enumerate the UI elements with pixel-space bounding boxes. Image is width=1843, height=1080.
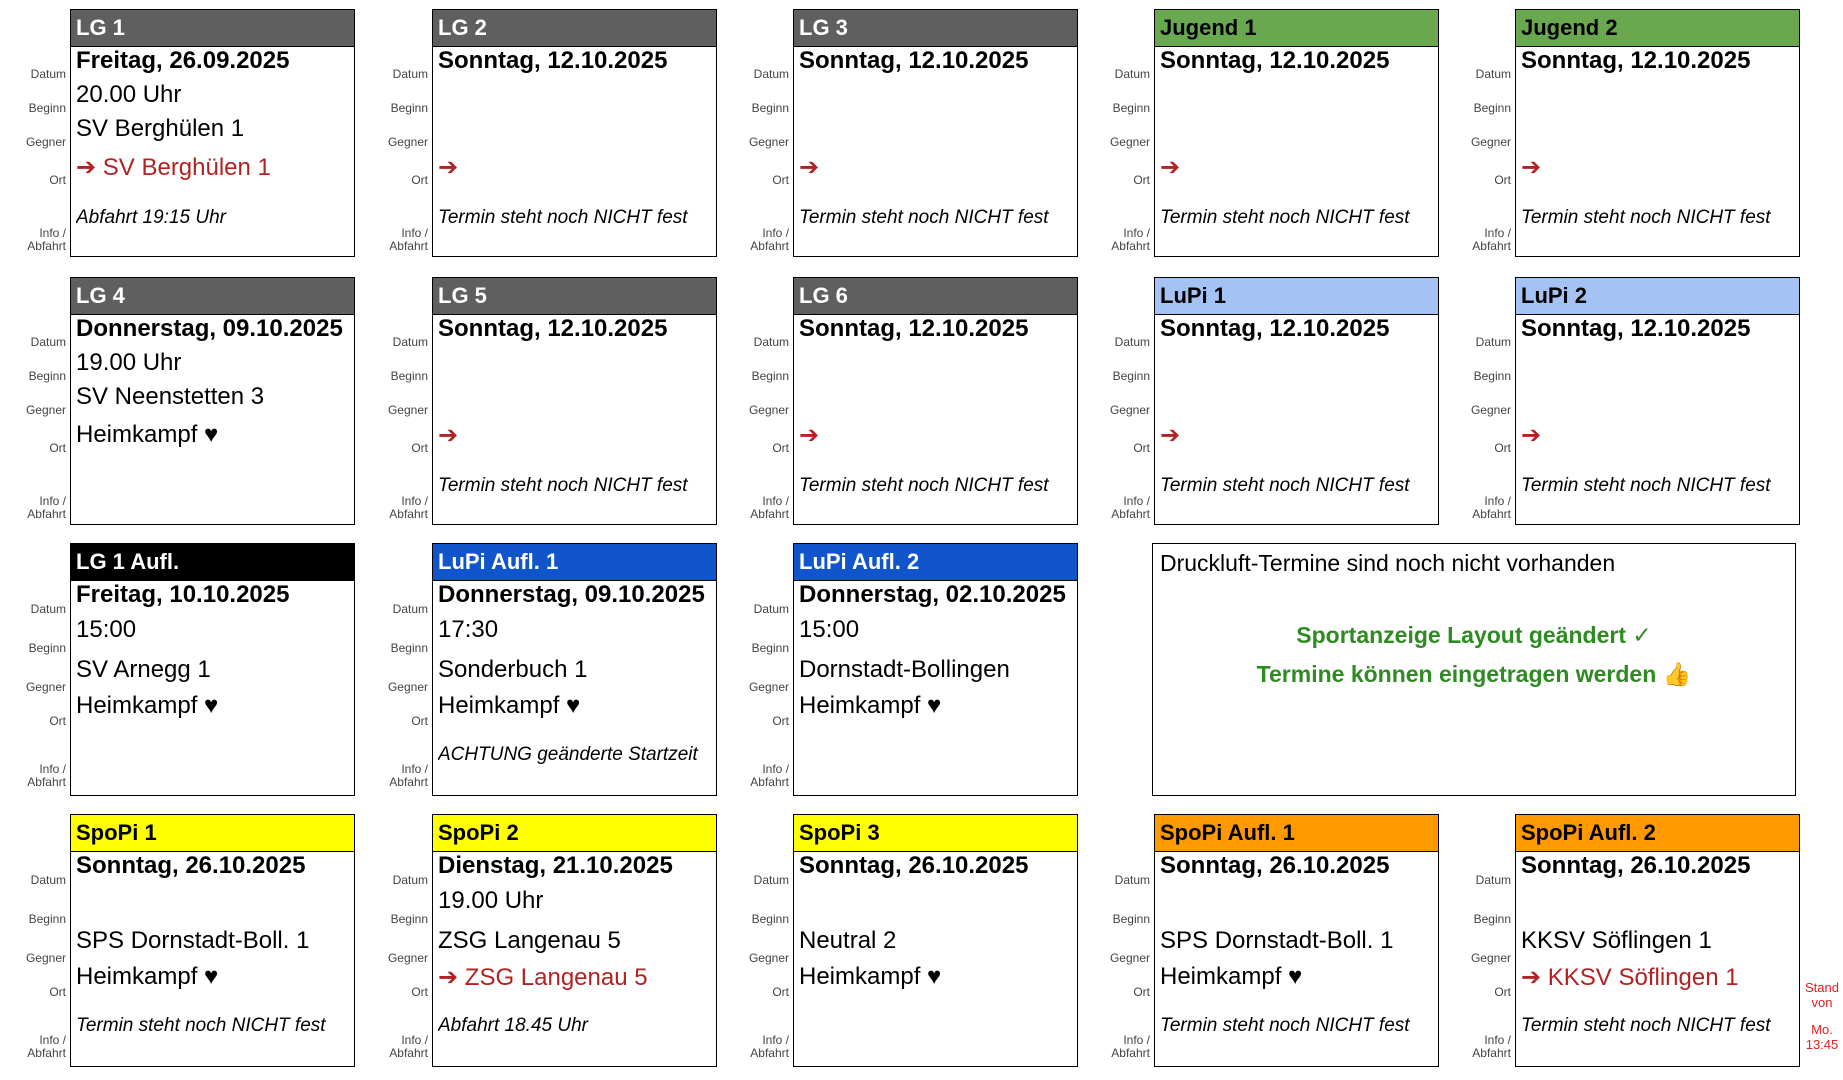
datum-label: Datum [392,67,428,81]
beginn-label: Beginn [751,101,789,115]
gegner-label: Gegner [748,951,789,965]
team-header: LuPi Aufl. 2 [794,544,1077,581]
team-card [432,9,717,257]
datum-label: Datum [1475,335,1511,349]
info-label: Info / [762,226,789,240]
datum-label: Datum [392,335,428,349]
ort-label: Ort [49,173,66,187]
team-card [793,814,1078,1067]
gegner-label: Gegner [748,403,789,417]
match-location: ➔ [1521,422,1542,449]
info-label: Info / [762,762,789,776]
match-time: 17:30 [438,616,499,643]
team-header: LuPi 1 [1155,278,1438,315]
gegner-label: Gegner [1109,951,1150,965]
team-header: LuPi Aufl. 1 [433,544,716,581]
ort-label: Ort [49,714,66,728]
info-label: Info / [401,494,428,508]
beginn-label: Beginn [28,912,66,926]
team-cell [1086,277,1441,525]
match-date: Donnerstag, 09.10.2025 [438,581,705,608]
ort-label: Ort [411,985,428,999]
datum-label: Datum [1114,67,1150,81]
datum-label: Datum [30,335,66,349]
info-label: Info / [401,762,428,776]
stand-day: Mo. [1811,1022,1833,1037]
beginn-label: Beginn [390,641,428,655]
match-info: Termin steht noch NICHT fest [1521,1015,1771,1036]
last-updated-stamp [1802,980,1842,1052]
gegner-label: Gegner [1109,135,1150,149]
team-cell [2,9,357,257]
datum-label: Datum [1475,67,1511,81]
team-cell [364,9,719,257]
notice-line-2: Sportanzeige Layout geändert ✓ [1296,622,1652,648]
match-location: Heimkampf ♥ [799,963,942,990]
match-opponent: SV Neenstetten 3 [76,383,265,410]
team-cell [364,543,719,796]
match-info: Termin steht noch NICHT fest [1521,475,1771,496]
match-date: Dienstag, 21.10.2025 [438,852,673,879]
match-date: Freitag, 10.10.2025 [76,581,290,608]
ort-label: Ort [411,714,428,728]
row-labels [364,9,430,257]
ort-label: Ort [1133,985,1150,999]
notice-line-1: Druckluft-Termine sind noch nicht vorhanden [1160,550,1616,576]
match-date: Sonntag, 12.10.2025 [1521,47,1751,74]
match-location: ➔ [1521,154,1542,181]
match-date: Donnerstag, 09.10.2025 [76,315,343,342]
team-card [70,543,355,796]
datum-label: Datum [1114,335,1150,349]
match-location: ➔ [799,154,820,181]
team-card [1515,9,1800,257]
match-info: Termin steht noch NICHT fest [76,1015,326,1036]
team-header: SpoPi Aufl. 2 [1516,815,1799,852]
match-date: Sonntag, 12.10.2025 [438,47,668,74]
row-labels [2,277,68,525]
ort-label: Ort [772,441,789,455]
notice-box [1152,543,1796,796]
row-labels [725,9,791,257]
abfahrt-label: Abfahrt [750,507,789,521]
team-card [70,277,355,525]
match-time: 15:00 [799,616,860,643]
abfahrt-label: Abfahrt [389,239,428,253]
team-card [1154,9,1439,257]
row-labels [1086,814,1152,1067]
team-card [793,9,1078,257]
match-date: Sonntag, 12.10.2025 [1160,315,1390,342]
team-header: LG 1 [71,10,354,47]
datum-label: Datum [753,67,789,81]
match-date: Sonntag, 26.10.2025 [1521,852,1751,879]
abfahrt-label: Abfahrt [389,507,428,521]
match-opponent: SV Arnegg 1 [76,656,211,683]
beginn-label: Beginn [1473,369,1511,383]
row-labels [2,9,68,257]
match-location: Heimkampf ♥ [438,692,581,719]
notice-line-3: Termine können eingetragen werden 👍 [1256,661,1692,687]
ort-label: Ort [772,714,789,728]
match-location: ➔ [438,422,459,449]
gegner-label: Gegner [387,951,428,965]
beginn-label: Beginn [28,641,66,655]
match-location: ➔ [438,154,459,181]
team-cell [364,814,719,1067]
gegner-label: Gegner [1470,135,1511,149]
ort-label: Ort [1494,173,1511,187]
abfahrt-label: Abfahrt [1111,239,1150,253]
row-labels [1447,9,1513,257]
team-header: LG 1 Aufl. [71,544,354,581]
team-header: LG 4 [71,278,354,315]
gegner-label: Gegner [1470,951,1511,965]
match-info: Termin steht noch NICHT fest [1521,207,1771,228]
info-label: Info / [401,1033,428,1047]
beginn-label: Beginn [751,912,789,926]
match-opponent: ZSG Langenau 5 [438,927,621,954]
match-location: ➔ [799,422,820,449]
team-header: SpoPi 3 [794,815,1077,852]
team-card [70,9,355,257]
beginn-label: Beginn [1112,912,1150,926]
datum-label: Datum [753,873,789,887]
beginn-label: Beginn [390,369,428,383]
beginn-label: Beginn [751,641,789,655]
datum-label: Datum [753,335,789,349]
team-header: LG 6 [794,278,1077,315]
abfahrt-label: Abfahrt [1111,1046,1150,1060]
ort-label: Ort [1133,441,1150,455]
match-info: ACHTUNG geänderte Startzeit [438,744,698,765]
match-date: Sonntag, 12.10.2025 [438,315,668,342]
abfahrt-label: Abfahrt [750,1046,789,1060]
team-header: LG 5 [433,278,716,315]
team-header: SpoPi 1 [71,815,354,852]
stand-label: Stand [1805,980,1839,995]
team-header: SpoPi Aufl. 1 [1155,815,1438,852]
match-info: Termin steht noch NICHT fest [438,475,688,496]
ort-label: Ort [1494,985,1511,999]
team-cell [1447,277,1802,525]
match-date: Sonntag, 12.10.2025 [1160,47,1390,74]
beginn-label: Beginn [1112,101,1150,115]
team-card [793,277,1078,525]
abfahrt-label: Abfahrt [27,1046,66,1060]
gegner-label: Gegner [25,403,66,417]
stand-time: 13:45 [1805,1037,1839,1052]
info-label: Info / [1123,226,1150,240]
team-cell [725,9,1080,257]
match-location: Heimkampf ♥ [799,692,942,719]
team-cell [2,277,357,525]
info-label: Info / [39,1033,66,1047]
datum-label: Datum [30,67,66,81]
row-labels [364,814,430,1067]
gegner-label: Gegner [748,680,789,694]
match-date: Sonntag, 12.10.2025 [799,47,1029,74]
beginn-label: Beginn [751,369,789,383]
match-date: Donnerstag, 02.10.2025 [799,581,1066,608]
match-info: Termin steht noch NICHT fest [1160,1015,1410,1036]
team-cell [1086,9,1441,257]
beginn-label: Beginn [390,912,428,926]
ort-label: Ort [1494,441,1511,455]
gegner-label: Gegner [387,680,428,694]
match-location: ➔ ZSG Langenau 5 [438,964,648,991]
abfahrt-label: Abfahrt [1111,507,1150,521]
match-location: ➔ [1160,154,1181,181]
beginn-label: Beginn [1473,912,1511,926]
match-info: Termin steht noch NICHT fest [1160,475,1410,496]
info-label: Info / [39,762,66,776]
team-card [70,814,355,1067]
match-date: Sonntag, 26.10.2025 [76,852,306,879]
gegner-label: Gegner [25,680,66,694]
datum-label: Datum [753,602,789,616]
team-card [1154,814,1439,1067]
match-info: Termin steht noch NICHT fest [799,207,1049,228]
match-opponent: Sonderbuch 1 [438,656,588,683]
match-info: Abfahrt 18.45 Uhr [438,1015,588,1036]
team-card [1515,814,1800,1067]
match-opponent: KKSV Söflingen 1 [1521,927,1712,954]
match-time: 19.00 Uhr [438,887,544,914]
team-card [432,277,717,525]
match-date: Sonntag, 12.10.2025 [799,315,1029,342]
team-cell [725,814,1080,1067]
beginn-label: Beginn [28,369,66,383]
info-label: Info / [39,226,66,240]
datum-label: Datum [30,873,66,887]
row-labels [1086,9,1152,257]
abfahrt-label: Abfahrt [750,775,789,789]
gegner-label: Gegner [748,135,789,149]
team-card [793,543,1078,796]
ort-label: Ort [49,441,66,455]
datum-label: Datum [30,602,66,616]
match-opponent: SV Berghülen 1 [76,115,245,142]
row-labels [725,543,791,796]
team-header: SpoPi 2 [433,815,716,852]
match-opponent: SPS Dornstadt-Boll. 1 [76,927,310,954]
row-labels [2,814,68,1067]
ort-label: Ort [411,173,428,187]
team-card [432,543,717,796]
row-labels [725,277,791,525]
team-header: LuPi 2 [1516,278,1799,315]
gegner-label: Gegner [1470,403,1511,417]
info-label: Info / [1484,494,1511,508]
abfahrt-label: Abfahrt [1472,507,1511,521]
match-opponent: Neutral 2 [799,927,897,954]
team-card [1515,277,1800,525]
match-info: Abfahrt 19:15 Uhr [76,207,226,228]
gegner-label: Gegner [387,135,428,149]
match-info: Termin steht noch NICHT fest [1160,207,1410,228]
match-date: Sonntag, 26.10.2025 [799,852,1029,879]
info-label: Info / [762,1033,789,1047]
abfahrt-label: Abfahrt [27,507,66,521]
row-labels [364,543,430,796]
gegner-label: Gegner [1109,403,1150,417]
abfahrt-label: Abfahrt [1472,239,1511,253]
beginn-label: Beginn [1112,369,1150,383]
match-location: Heimkampf ♥ [1160,963,1303,990]
team-card [1154,277,1439,525]
match-opponent: SPS Dornstadt-Boll. 1 [1160,927,1394,954]
row-labels [2,543,68,796]
match-time: 19.00 Uhr [76,349,182,376]
beginn-label: Beginn [1473,101,1511,115]
ort-label: Ort [411,441,428,455]
match-time: 15:00 [76,616,137,643]
info-label: Info / [762,494,789,508]
info-label: Info / [1484,226,1511,240]
gegner-label: Gegner [25,135,66,149]
abfahrt-label: Abfahrt [27,239,66,253]
match-date: Sonntag, 12.10.2025 [1521,315,1751,342]
team-header: Jugend 1 [1155,10,1438,47]
team-cell [364,277,719,525]
info-label: Info / [39,494,66,508]
info-label: Info / [1123,494,1150,508]
info-label: Info / [1484,1033,1511,1047]
row-labels [364,277,430,525]
beginn-label: Beginn [390,101,428,115]
team-cell [1447,814,1802,1067]
match-info: Termin steht noch NICHT fest [799,475,1049,496]
match-location: ➔ SV Berghülen 1 [76,154,271,181]
abfahrt-label: Abfahrt [750,239,789,253]
ort-label: Ort [772,173,789,187]
team-cell [725,543,1080,796]
match-info: Termin steht noch NICHT fest [438,207,688,228]
info-label: Info / [401,226,428,240]
datum-label: Datum [392,873,428,887]
beginn-label: Beginn [28,101,66,115]
match-location: ➔ KKSV Söflingen 1 [1521,964,1739,991]
team-cell [1086,814,1441,1067]
row-labels [1447,277,1513,525]
abfahrt-label: Abfahrt [27,775,66,789]
team-card [432,814,717,1067]
abfahrt-label: Abfahrt [389,775,428,789]
datum-label: Datum [392,602,428,616]
datum-label: Datum [1114,873,1150,887]
datum-label: Datum [1475,873,1511,887]
gegner-label: Gegner [387,403,428,417]
row-labels [725,814,791,1067]
stand-von: von [1811,995,1833,1010]
row-labels [1447,814,1513,1067]
team-header: LG 2 [433,10,716,47]
match-date: Freitag, 26.09.2025 [76,47,290,74]
match-location: ➔ [1160,422,1181,449]
match-opponent: Dornstadt-Bollingen [799,656,1010,683]
ort-label: Ort [49,985,66,999]
ort-label: Ort [1133,173,1150,187]
match-location: Heimkampf ♥ [76,421,219,448]
match-date: Sonntag, 26.10.2025 [1160,852,1390,879]
match-time: 20.00 Uhr [76,81,182,108]
row-labels [1086,277,1152,525]
info-label: Info / [1123,1033,1150,1047]
team-cell [2,814,357,1067]
abfahrt-label: Abfahrt [1472,1046,1511,1060]
match-location: Heimkampf ♥ [76,963,219,990]
team-header: LG 3 [794,10,1077,47]
team-cell [725,277,1080,525]
team-cell [1447,9,1802,257]
team-cell [2,543,357,796]
ort-label: Ort [772,985,789,999]
abfahrt-label: Abfahrt [389,1046,428,1060]
match-location: Heimkampf ♥ [76,692,219,719]
gegner-label: Gegner [25,951,66,965]
team-header: Jugend 2 [1516,10,1799,47]
